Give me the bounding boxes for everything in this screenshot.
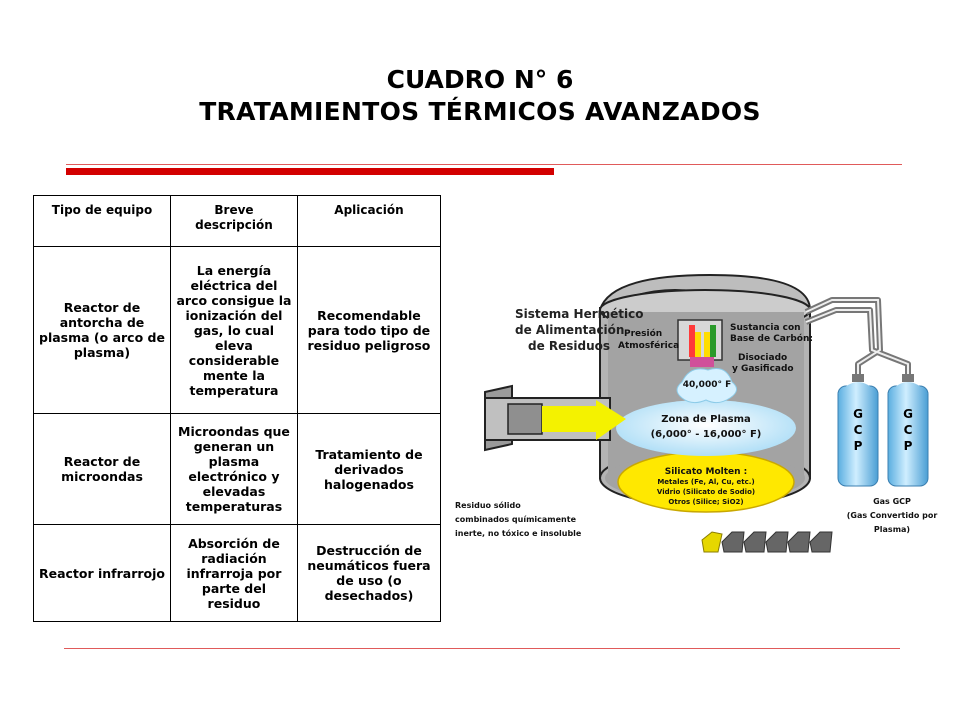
tank-letter: G bbox=[853, 407, 863, 421]
tank-letter: P bbox=[903, 439, 913, 453]
dissociated-label-line: y Gasificado bbox=[732, 364, 794, 374]
treatment-table bbox=[33, 195, 441, 622]
carbon-label-line: Sustancia con bbox=[730, 323, 801, 333]
residue-label-line: Residuo sólido bbox=[455, 501, 521, 510]
carbon-label-line: Base de Carbón: bbox=[730, 334, 813, 344]
silicate-title: Silicato Molten : bbox=[664, 467, 748, 477]
table-cell: Reactor de microondas bbox=[34, 414, 171, 525]
gas-label-line: (Gas Convertido por bbox=[846, 511, 938, 520]
header-aplicacion: Aplicación bbox=[297, 196, 440, 247]
table-cell: Microondas que generan un plasma electrónico y elevadas temperaturas bbox=[171, 414, 298, 525]
feed-label-line: de Alimentación bbox=[515, 323, 625, 337]
header-descripcion: Breve descripción bbox=[171, 196, 298, 247]
page-title bbox=[0, 64, 960, 128]
pressure-label-line: Presión bbox=[624, 329, 663, 339]
residue-blocks bbox=[702, 532, 832, 552]
tank-letter: C bbox=[853, 423, 863, 437]
dissociated-label-line: Disociado bbox=[738, 353, 788, 363]
plasma-zone bbox=[616, 400, 796, 456]
table-cell: Absorción de radiación infrarroja por parte del residuo bbox=[171, 525, 298, 622]
table-cell: Reactor infrarrojo bbox=[34, 525, 171, 622]
gas-label-line: Gas GCP bbox=[873, 497, 911, 506]
feed-label-line: Sistema Hermético bbox=[515, 307, 644, 321]
silicate-line: Vidrio (Silicato de Sodio) bbox=[656, 488, 756, 496]
silicate-line: Otros (Silice; SiO2) bbox=[668, 498, 744, 506]
residue-label-line: inerte, no tóxico e insoluble bbox=[455, 529, 582, 538]
tank-letter: C bbox=[903, 423, 913, 437]
title-line-2: TRATAMIENTOS TÉRMICOS AVANZADOS bbox=[199, 97, 761, 126]
plasma-zone-range: (6,000° - 16,000° F) bbox=[650, 429, 762, 440]
silicate-line: Metales (Fe, Al, Cu, etc.) bbox=[657, 478, 755, 486]
divider-top bbox=[66, 164, 902, 165]
title-line-1: CUADRO N° 6 bbox=[386, 65, 574, 94]
table-row bbox=[34, 525, 441, 622]
table-header-row bbox=[34, 196, 441, 247]
residue-label-line: combinados químicamente bbox=[455, 515, 576, 524]
table-cell: Tratamiento de derivados halogenados bbox=[297, 414, 440, 525]
plasma-reactor-diagram bbox=[450, 270, 950, 570]
table-cell: Recomendable para todo tipo de residuo peligroso bbox=[297, 247, 440, 414]
feed-label-line: de Residuos bbox=[528, 339, 611, 353]
plasma-zone-label: Zona de Plasma bbox=[661, 414, 751, 425]
tank-letter: P bbox=[853, 439, 863, 453]
temperature-core-label: 40,000° F bbox=[682, 380, 732, 390]
table-cell: La energía eléctrica del arco consigue la ionización del gas, lo cual eleva considerable mente la temperatura bbox=[171, 247, 298, 414]
table-cell: Destrucción de neumáticos fuera de uso (o desechados) bbox=[297, 525, 440, 622]
divider-bottom bbox=[64, 648, 900, 649]
table-row bbox=[34, 414, 441, 525]
table-cell: Reactor de antorcha de plasma (o arco de plasma) bbox=[34, 247, 171, 414]
tank-letter: G bbox=[903, 407, 913, 421]
table-row bbox=[34, 247, 441, 414]
pressure-label-line: Atmosférica bbox=[618, 341, 680, 351]
plasma-torch bbox=[678, 320, 722, 367]
gas-label-line: Plasma) bbox=[873, 525, 911, 534]
red-accent-bar bbox=[66, 168, 554, 175]
header-tipo: Tipo de equipo bbox=[34, 196, 171, 247]
